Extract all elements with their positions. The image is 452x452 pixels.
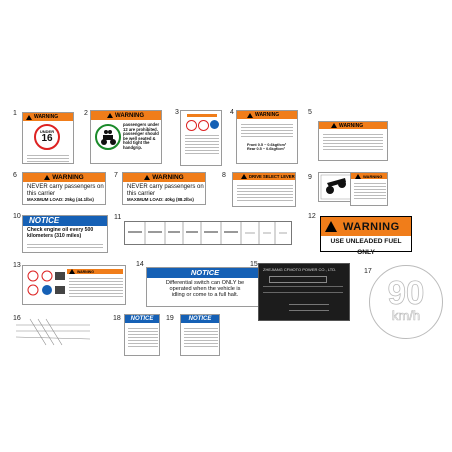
decal-6-header: WARNING [23, 173, 105, 182]
label-number-11: 11 [114, 214, 122, 221]
decal-6-text: NEVER carry passengers on this carrier [27, 184, 104, 197]
label-number-16: 16 [13, 315, 21, 322]
decal-3-fine-print [185, 133, 219, 156]
decal-7-carrier-warning [122, 172, 206, 205]
decal-4-fine-print [241, 122, 293, 139]
decal-4-tire-pressure-warning [236, 110, 298, 164]
decal-5-warning [318, 121, 388, 161]
warning-triangle-icon [241, 174, 247, 179]
decal-5-fine-print [323, 132, 383, 152]
decal-2-text: passengers under 12 are prohibited. passenger should be well seated & hold tight the handgrip. [123, 122, 160, 151]
decal-8-header: DRIVE SELECT LEVER [233, 173, 295, 180]
label-number-5: 5 [308, 109, 312, 116]
tire-pressure-text: Front 0.5 ~ 0.6kgf/cm² Rear 0.5 ~ 0.6kgf/cm² [247, 143, 287, 152]
label-number-13: 13 [13, 262, 21, 269]
warning-triangle-icon [26, 115, 32, 120]
decal-10-header: NOTICE [23, 216, 107, 226]
decal-9-warning-text [350, 172, 388, 206]
decal-8-fine-print [237, 183, 293, 203]
decal-2-passenger-warning [90, 110, 162, 164]
decal-7-max-load: MAXIMUM LOAD: 40kg (88.2lbs) [127, 197, 194, 202]
speed-limit-unit: km/h [391, 308, 421, 323]
decal-16-stripe-graphic [10, 315, 92, 347]
label-number-18: 18 [113, 315, 121, 322]
decal-2-header: WARNING [91, 111, 161, 120]
prohibition-icon [198, 120, 209, 131]
label-number-12: 12 [308, 213, 316, 220]
decal-10-fine-print [27, 242, 103, 250]
vin-plate-divider [289, 304, 329, 305]
decal-7-header: WARNING [123, 173, 205, 182]
decal-8-drive-select-lever [232, 172, 296, 207]
rider-passenger-icon [95, 124, 121, 150]
label-number-2: 2 [84, 110, 88, 117]
decal-18-notice [124, 314, 160, 356]
under-age-badge: UNDER 16 [34, 124, 60, 150]
label-number-15: 15 [250, 261, 258, 268]
decal-10-oil-notice [22, 215, 108, 253]
decal-4-header: WARNING [237, 111, 297, 119]
decal-13-header: WARNING [67, 269, 123, 274]
decal-12-unleaded-fuel-warning [320, 216, 412, 256]
decal-6-max-load: MAXIMUM LOAD: 25kg (44.1lbs) [27, 197, 94, 202]
decal-14-differential-notice [146, 267, 264, 307]
label-number-14: 14 [136, 261, 144, 268]
warning-triangle-icon [247, 113, 253, 118]
warning-triangle-icon [325, 221, 337, 232]
decal-19-notice [180, 314, 220, 356]
decal-9-rollover-pictogram [318, 172, 354, 202]
vin-plate-manufacturer: ZHEJIANG CFMOTO POWER CO., LTD. [263, 267, 337, 272]
label-number-6: 6 [13, 172, 17, 179]
label-number-7: 7 [114, 172, 118, 179]
warning-triangle-icon [331, 123, 337, 128]
decal-12-header: WARNING [321, 217, 411, 236]
warning-triangle-icon [355, 174, 361, 179]
decal-7-text: NEVER carry passengers on this carrier [127, 184, 204, 197]
decal-1-fine-print [27, 153, 69, 164]
decal-10-text: Check engine oil every 500 kilometers (310 miles) [27, 227, 94, 239]
decal-17-speed-limit [369, 265, 443, 339]
mandatory-icon [210, 120, 219, 129]
decal-13-fine-print [69, 276, 123, 299]
label-number-8: 8 [222, 172, 226, 179]
label-number-19: 19 [166, 315, 174, 322]
label-number-17: 17 [364, 268, 372, 275]
decal-11-info-table [124, 221, 292, 245]
atv-rollover-icon [319, 173, 353, 201]
decal-14-text: Differential switch can ONLY be operated when the vehicle is idling or come to a full halt. [165, 280, 245, 299]
decal-5-header: WARNING [319, 122, 387, 129]
speed-limit-value: 90 [387, 274, 425, 311]
warning-triangle-icon [69, 269, 75, 274]
decal-1-under16-warning [22, 112, 74, 164]
label-number-3: 3 [175, 109, 179, 116]
vin-plate-divider [289, 310, 329, 311]
warning-triangle-icon [44, 175, 50, 180]
label-number-10: 10 [13, 213, 21, 220]
decal-3-pictogram-warning [180, 110, 222, 166]
info-table-grid [125, 222, 291, 244]
warning-triangle-icon [107, 113, 113, 118]
vin-plate-divider [263, 286, 343, 287]
decal-15-vin-plate [258, 263, 350, 321]
decal-14-header: NOTICE [147, 268, 263, 278]
label-number-4: 4 [230, 109, 234, 116]
vin-plate-field [269, 276, 327, 283]
label-number-1: 1 [13, 110, 17, 117]
warning-triangle-icon [144, 175, 150, 180]
decal-18-fine-print [128, 326, 158, 349]
decal-13-multi-warning [22, 265, 126, 305]
decal-12-text: USE UNLEADED FUEL ONLY [330, 238, 402, 256]
decal-19-header: NOTICE [181, 315, 219, 323]
decal-9-header: WARNING [351, 173, 387, 179]
decal-19-fine-print [184, 326, 218, 349]
decal-18-header: NOTICE [125, 315, 159, 323]
decal-3-header-strip [187, 114, 217, 117]
label-number-9: 9 [308, 174, 312, 181]
decal-6-carrier-warning [22, 172, 106, 205]
prohibition-icon [186, 120, 197, 131]
vin-plate-divider [263, 292, 343, 293]
decal-13-pictograms [25, 268, 67, 304]
decal-1-header: WARNING [23, 113, 73, 121]
decal-9-fine-print [354, 181, 386, 201]
